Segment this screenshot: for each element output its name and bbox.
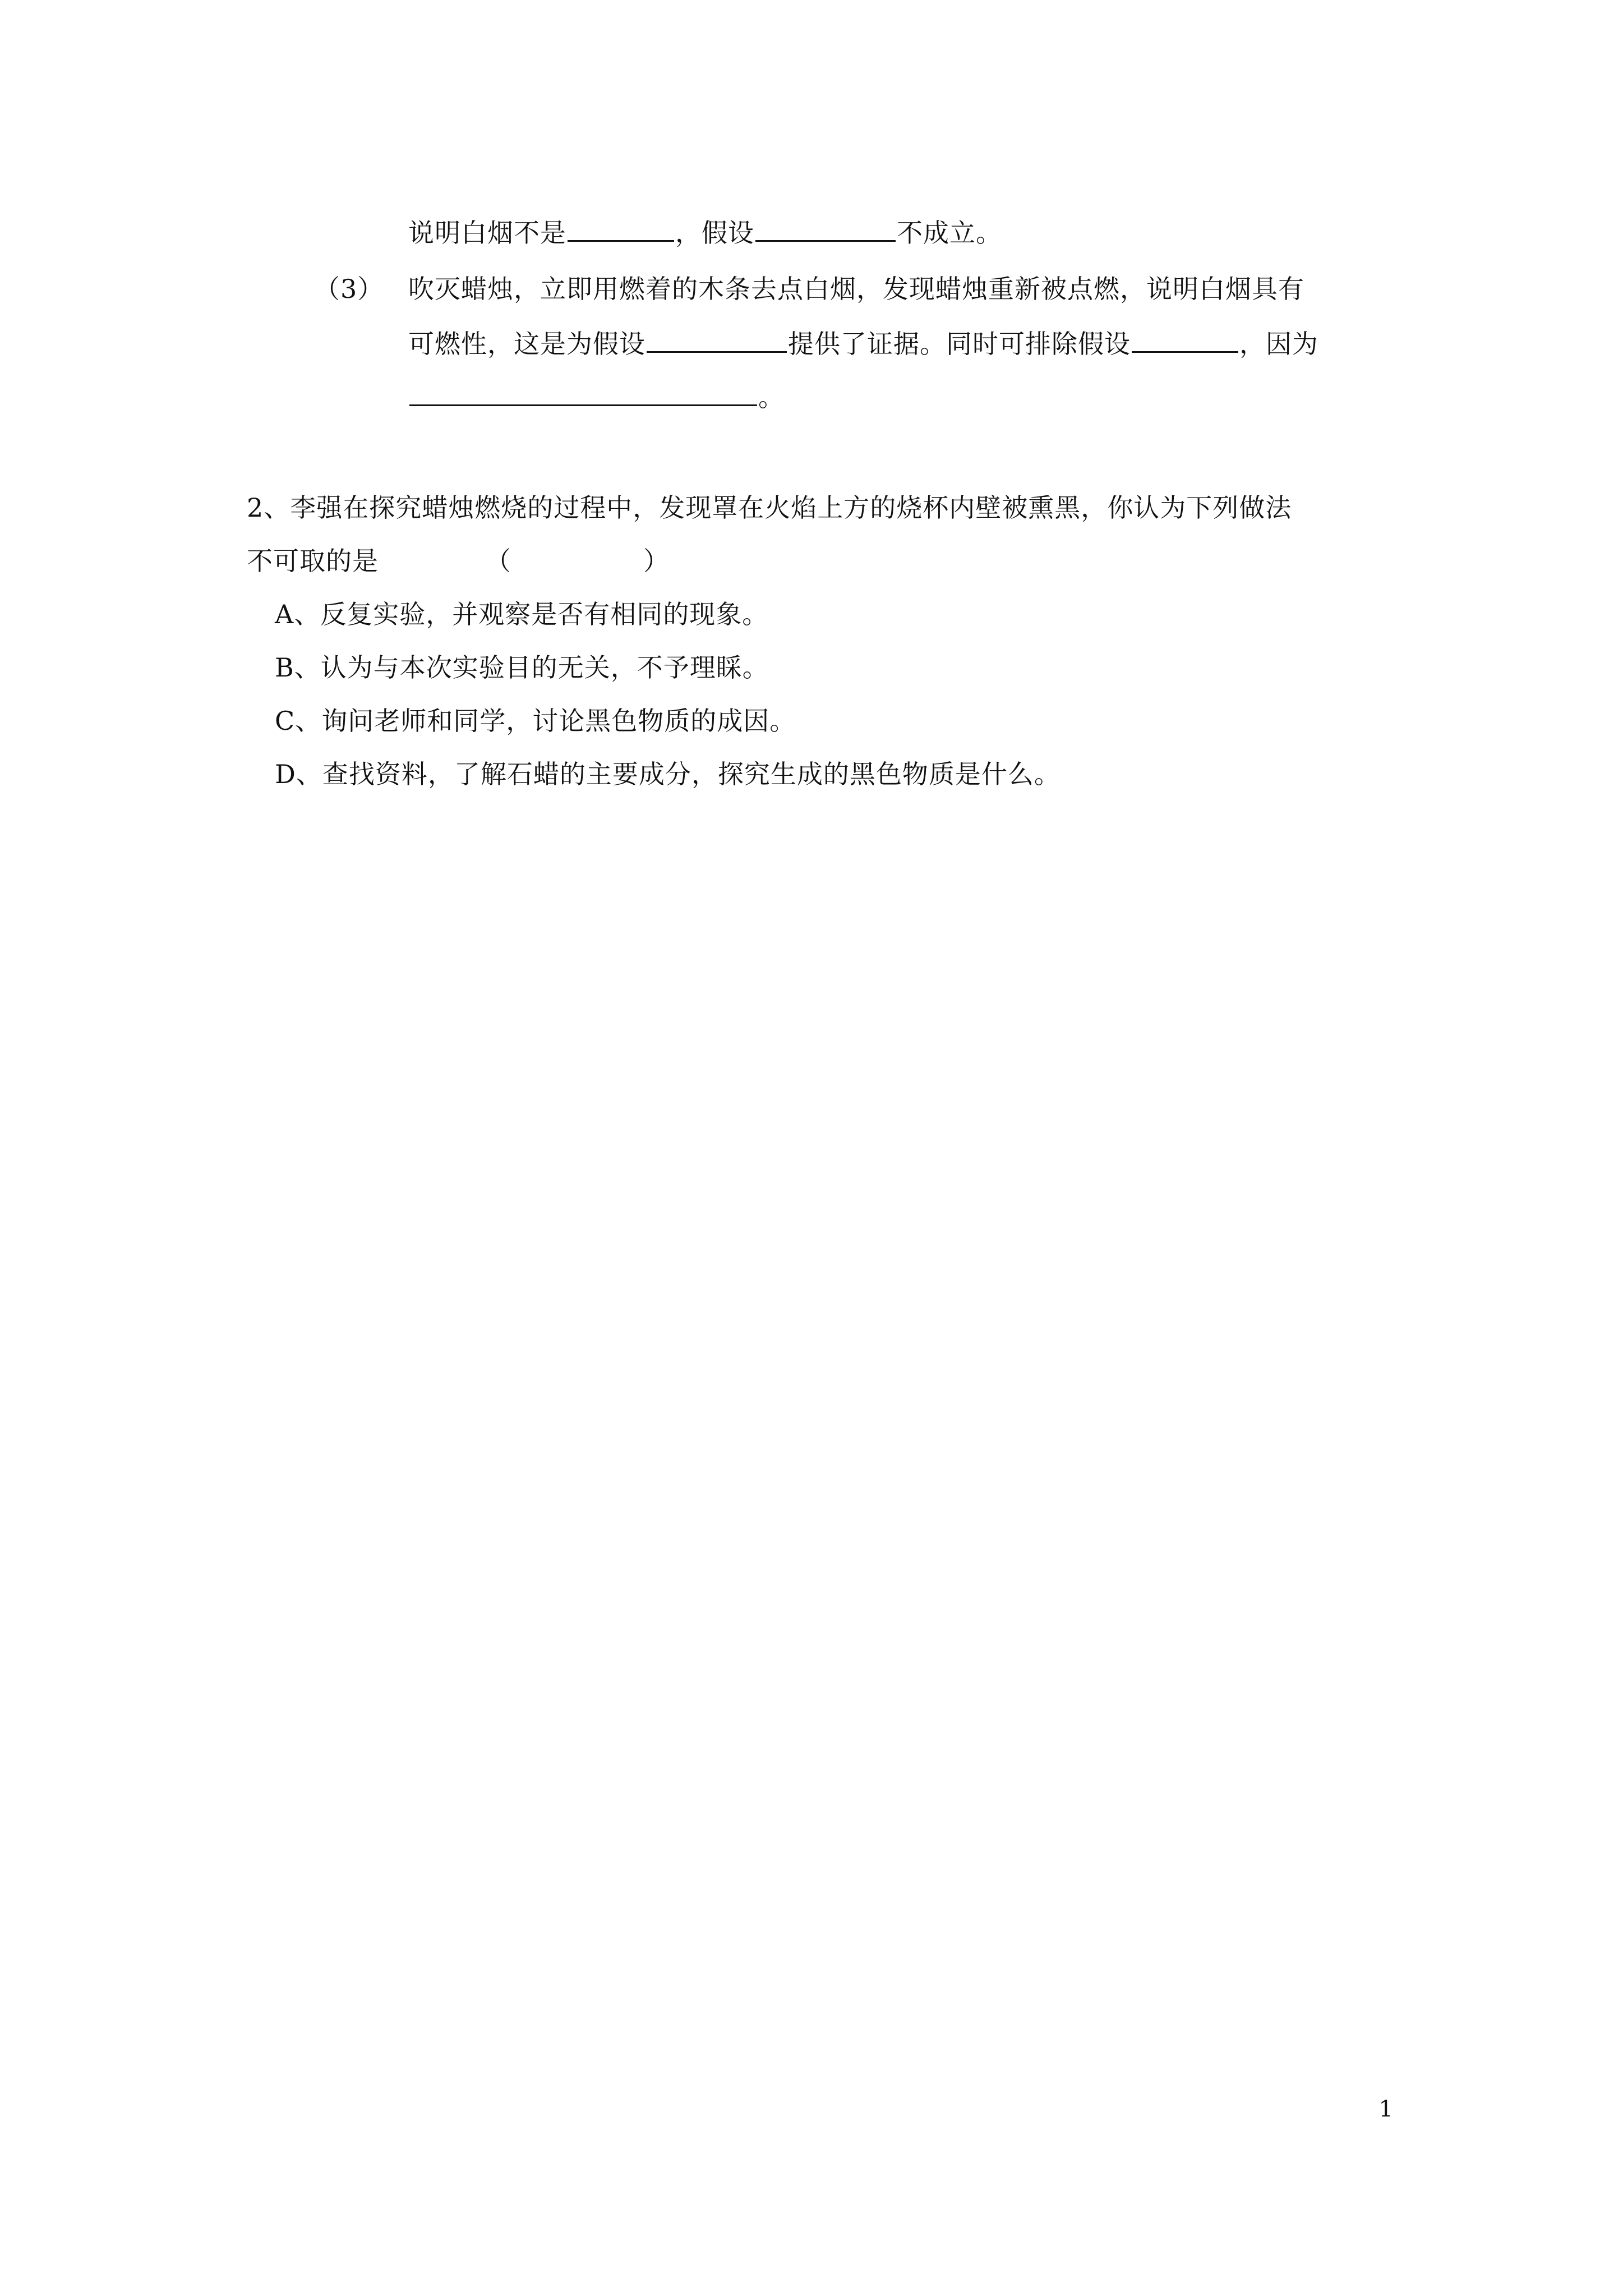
q2-stem-line2 <box>247 544 670 578</box>
option-c[interactable]: C、询问老师和同学，讨论黑色物质的成因。 <box>275 706 796 736</box>
page-number: 1 <box>1378 2096 1393 2122</box>
option-a[interactable]: A、反复实验，并观察是否有相同的现象。 <box>275 599 769 629</box>
q1-part3-line2 <box>408 325 1318 361</box>
q1-part3-line1: 吹灭蜡烛，立即用燃着的木条去点白烟，发现蜡烛重新被点燃，说明白烟具有 <box>408 274 1304 304</box>
q1-part3-line3 <box>408 379 785 414</box>
q1-part3-text-a: 可燃性，这是为假设 <box>408 329 645 359</box>
q1-part2-line <box>408 214 1002 250</box>
q1-part3-text-b: 提供了证据。同时可排除假设 <box>788 329 1131 359</box>
q2-stem-line1: 2、李强在探究蜡烛燃烧的过程中，发现罩在火焰上方的烧杯内壁被熏黑，你认为下列做法 <box>247 493 1292 523</box>
q1-part3-text-end: 。 <box>758 382 785 412</box>
answer-paren[interactable]: （ ） <box>485 546 670 576</box>
answer-blank-3[interactable] <box>647 325 787 353</box>
q1-part3-text-c: ，因为 <box>1239 329 1318 359</box>
answer-blank-2[interactable] <box>755 214 896 242</box>
answer-blank-5[interactable] <box>409 379 757 406</box>
q1-part2-text-c: 不成立。 <box>897 218 1002 248</box>
option-b[interactable]: B、认为与本次实验目的无关，不予理睬。 <box>275 652 769 683</box>
answer-blank-4[interactable] <box>1132 325 1238 353</box>
q1-part2-text-a: 说明白烟不是 <box>408 218 566 248</box>
answer-blank-1[interactable] <box>568 214 674 242</box>
q2-stem-text: 不可取的是 <box>247 546 379 576</box>
q1-part2-text-b: ，假设 <box>675 218 754 248</box>
option-d[interactable]: D、查找资料，了解石蜡的主要成分，探究生成的黑色物质是什么。 <box>275 759 1061 789</box>
q1-part3-number: （3） <box>314 274 384 304</box>
